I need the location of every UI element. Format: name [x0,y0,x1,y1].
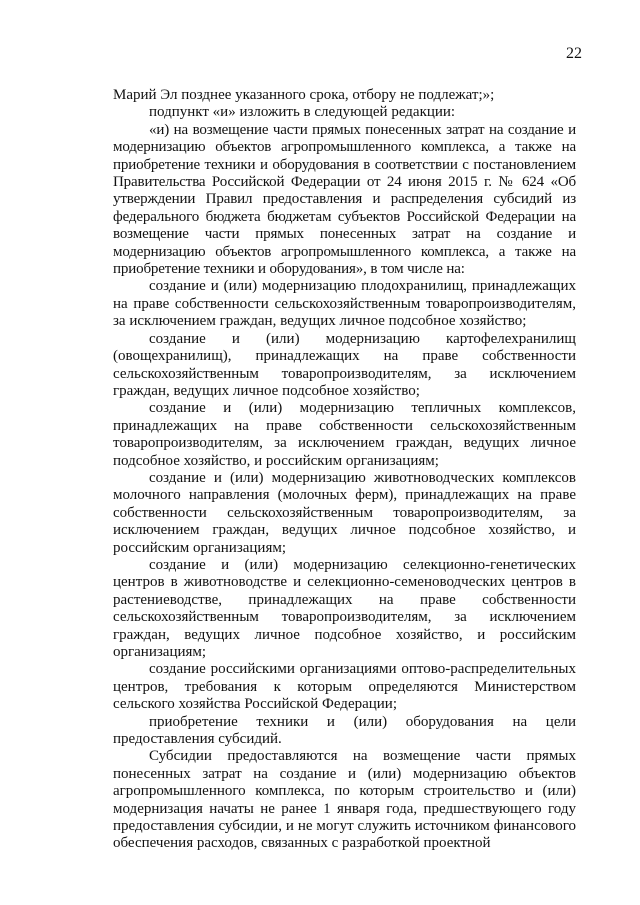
paragraph-1: Марий Эл позднее указанного срока, отбору не подлежат;»; [113,87,495,103]
document-body [113,87,576,853]
paragraph-7: создание и (или) модернизацию животноводческих комплексов молочного направления (молочных ферм), принадлежащих на праве собственности сельскохозяйственным товаропроизводителям, за исключением граждан, ведущих личное подсобное хозяйство, и российским организациям; [113,469,576,556]
paragraph-6: создание и (или) модернизацию тепличных комплексов, принадлежащих на праве собственности сельскохозяйственным товаропроизводителям, за исключением граждан, ведущих личное подсобное хозяйство, и российским организациям; [113,400,576,469]
paragraph-10: приобретение техники и (или) оборудования на цели предоставления субсидий. [113,713,576,748]
paragraph-2: подпункт «и» изложить в следующей редакции: [149,104,456,121]
paragraph-4: создание и (или) модернизацию плодохранилищ, принадлежащих на праве собственности сельскохозяйственным товаропроизводителям, за исключением граждан, ведущих личное подсобное хозяйство; [113,278,576,330]
paragraph-9: создание российскими организациями оптово-распределительных центров, требования к которым определяются Министерством сельского хозяйства Российской Федерации; [113,661,576,713]
paragraph-3: «и) на возмещение части прямых понесенных затрат на создание и модернизацию объектов агропромышленного комплекса, а также на приобретение техники и оборудования в соответствии с постановлением Правительства Российской Федерации от 24 июня 2015 г. № 624 «Об утверждении Правил предоставления и распределения субсидий из федерального бюджета бюджетам субъектов Российской Федерации на возмещение части прямых понесенных затрат на создание и модернизацию объектов агропромышленного комплекса, а также на приобретение техники и оборудования», в том числе на: [113,121,576,278]
page-number: 22 [566,45,582,62]
paragraph-11: Субсидии предоставляются на возмещение части прямых понесенных затрат на создание и (или) модернизацию объектов агропромышленного комплекса, по которым строительство и (или) модернизация начаты не ранее 1 января года, предшествующего году предоставления субсидии, и не могут служить источником финансового обеспечения расходов, связанных с разработкой проектной [113,748,576,852]
paragraph-8: создание и (или) модернизацию селекционно-генетических центров в животноводстве и селекционно-семеноводческих центров в растениеводстве, принадлежащих на праве собственности сельскохозяйственным товаропроизводителям, за исключением граждан, ведущих личное подсобное хозяйство, и российским организациям; [113,556,576,660]
paragraph-5: создание и (или) модернизацию картофелехранилищ (овощехранилищ), принадлежащих на праве собственности сельскохозяйственным товаропроизводителям, за исключением граждан, ведущих личное подсобное хозяйство; [113,330,576,399]
